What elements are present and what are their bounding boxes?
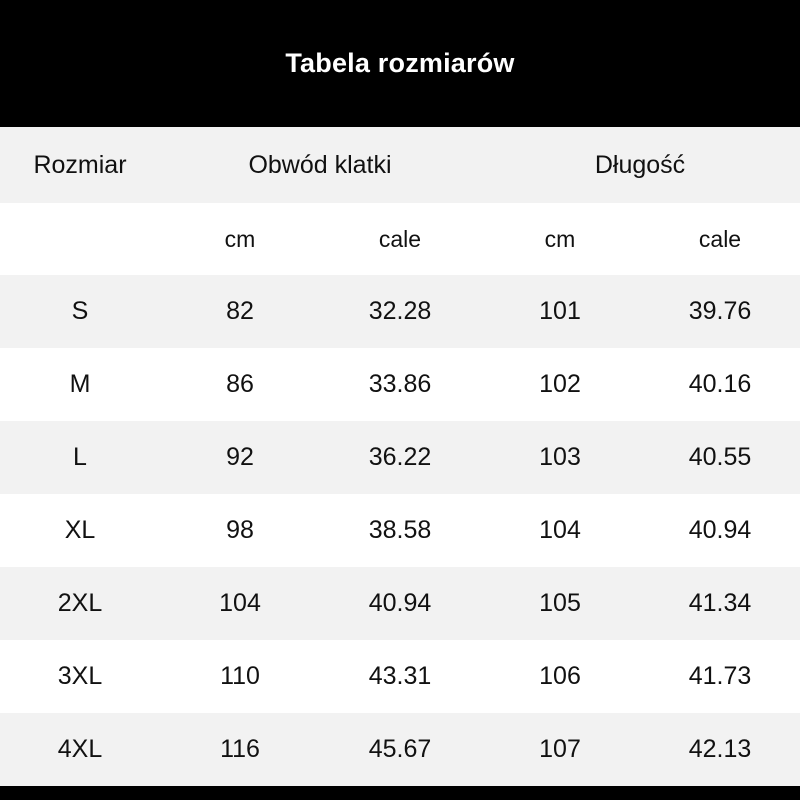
cell-length-inch: 40.55 <box>688 443 752 471</box>
page-title: Tabela rozmiarów <box>285 48 515 78</box>
size-table <box>0 127 800 786</box>
table-row <box>0 421 800 494</box>
cell-size: 4XL <box>57 735 103 763</box>
cell-length-inch: 39.76 <box>688 297 752 325</box>
cell-chest-inch: 45.67 <box>368 735 432 763</box>
cell-size: 3XL <box>57 662 103 690</box>
cell-length-cm: 101 <box>539 297 581 325</box>
unit-length-cm: cm <box>544 225 576 252</box>
table-row <box>0 713 800 786</box>
cell-chest-cm: 110 <box>220 662 260 690</box>
cell-chest-cm: 116 <box>220 735 260 763</box>
cell-chest-cm: 98 <box>226 516 254 544</box>
cell-chest-cm: 82 <box>226 297 254 325</box>
cell-length-cm: 104 <box>539 516 581 544</box>
cell-chest-inch: 33.86 <box>368 370 432 398</box>
table-row <box>0 494 800 567</box>
cell-length-inch: 42.13 <box>688 735 752 763</box>
cell-chest-inch: 40.94 <box>368 589 432 617</box>
cell-size: L <box>73 443 87 471</box>
cell-length-cm: 106 <box>539 662 581 690</box>
table-group-header-row <box>0 127 800 203</box>
header-chest: Obwód klatki <box>248 150 392 179</box>
table-row <box>0 567 800 640</box>
cell-size: S <box>71 297 89 325</box>
cell-size: M <box>69 370 91 398</box>
table-unit-header-row <box>0 203 800 275</box>
unit-chest-cm: cm <box>224 225 256 252</box>
cell-chest-cm: 86 <box>226 370 254 398</box>
header-size: Rozmiar <box>33 150 127 179</box>
table-row <box>0 348 800 421</box>
cell-chest-inch: 36.22 <box>368 443 432 471</box>
table-row <box>0 640 800 713</box>
unit-length-inch: cale <box>698 225 742 252</box>
unit-empty <box>0 203 160 275</box>
cell-length-inch: 40.94 <box>688 516 752 544</box>
cell-length-inch: 40.16 <box>688 370 752 398</box>
cell-size: 2XL <box>57 589 103 617</box>
table-row <box>0 275 800 348</box>
cell-chest-inch: 38.58 <box>368 516 432 544</box>
unit-chest-inch: cale <box>378 225 422 252</box>
cell-length-cm: 103 <box>539 443 581 471</box>
cell-length-cm: 105 <box>539 589 581 617</box>
cell-length-inch: 41.34 <box>688 589 752 617</box>
cell-length-cm: 107 <box>539 735 581 763</box>
cell-chest-inch: 32.28 <box>368 297 432 325</box>
header-length: Długość <box>594 150 686 179</box>
cell-chest-cm: 92 <box>226 443 254 471</box>
title-bar <box>0 0 800 127</box>
cell-length-cm: 102 <box>539 370 581 398</box>
cell-chest-cm: 104 <box>219 589 261 617</box>
cell-length-inch: 41.73 <box>688 662 752 690</box>
cell-chest-inch: 43.31 <box>368 662 432 690</box>
cell-size: XL <box>64 516 96 544</box>
